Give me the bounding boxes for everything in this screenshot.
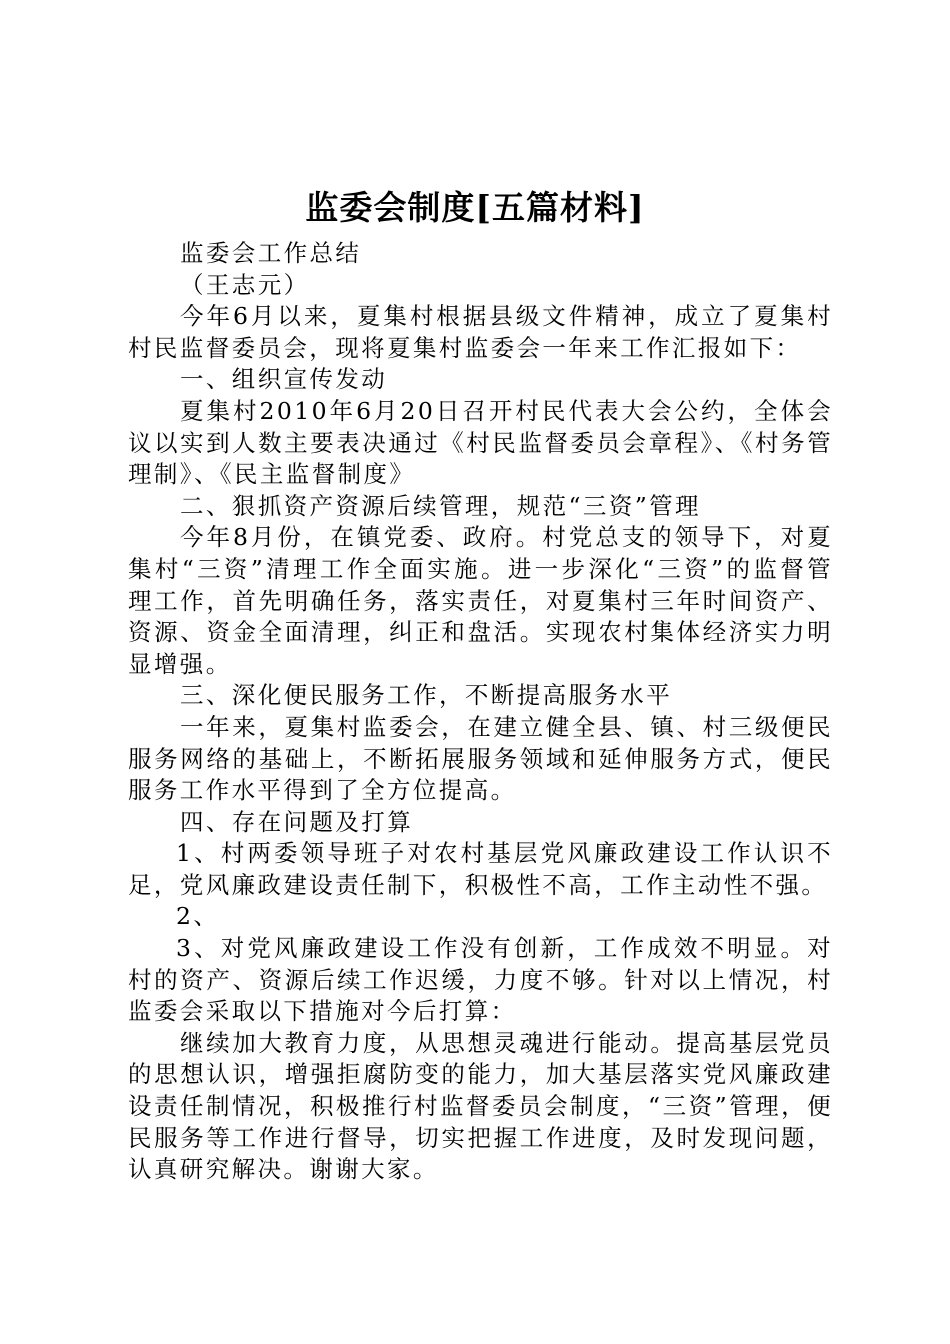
intro-paragraph: 今年6月以来，夏集村根据县级文件精神，成立了夏集村村民监督委员会，现将夏集村监委会一年来工作汇报如下： — [128, 302, 833, 362]
section-2-paragraph: 今年8月份，在镇党委、政府。村党总支的领导下，对夏集村“三资”清理工作全面实施。进一步深化“三资”的监督管理工作，首先明确任务，落实责任，对夏集村三年时间资产、资源、资金全面清理，纠正和盘活。实现农村集体经济实力明显增强。 — [128, 523, 833, 678]
document-body — [128, 238, 833, 1186]
section-heading-1: 一、组织宣传发动 — [180, 365, 388, 394]
section-3-paragraph: 一年来，夏集村监委会，在建立健全县、镇、村三级便民服务网络的基础上，不断拓展服务领域和延伸服务方式，便民服务工作水平得到了全方位提高。 — [128, 712, 833, 805]
document-title: 监委会制度[五篇材料] — [305, 188, 645, 227]
section-heading-4: 四、存在问题及打算 — [180, 807, 414, 836]
section-heading-2: 二、狠抓资产资源后续管理，规范“三资”管理 — [180, 491, 701, 520]
issue-item-3: 3、对党风廉政建设工作没有创新，工作成效不明显。对村的资产、资源后续工作迟缓，力度不够。针对以上情况，村监委会采取以下措施对今后打算： — [128, 934, 833, 1026]
issue-item-2: 2、 — [176, 902, 220, 931]
section-heading-summary: 监委会工作总结 — [180, 239, 362, 267]
author-line: （王志元） — [180, 270, 310, 299]
section-1-paragraph: 夏集村2010年6月20日召开村民代表大会公约，全体会议以实到人数主要表决通过《村民监督委员会章程》、《村务管理制》、《民主监督制度》 — [128, 396, 833, 489]
closing-paragraph: 继续加大教育力度，从思想灵魂进行能动。提高基层党员的思想认识，增强拒腐防变的能力，加大基层落实党风廉政建设责任制情况，积极推行村监督委员会制度，“三资”管理，便民服务等工作进行督导，切实把握工作进度，及时发现问题，认真研究解决。谢谢大家。 — [128, 1028, 833, 1184]
section-heading-3: 三、深化便民服务工作，不断提高服务水平 — [180, 681, 673, 710]
issue-item-1: 1、村两委领导班子对农村基层党风廉政建设工作认识不足，党风廉政建设责任制下，积极性不高，工作主动性不强。 — [128, 839, 833, 899]
